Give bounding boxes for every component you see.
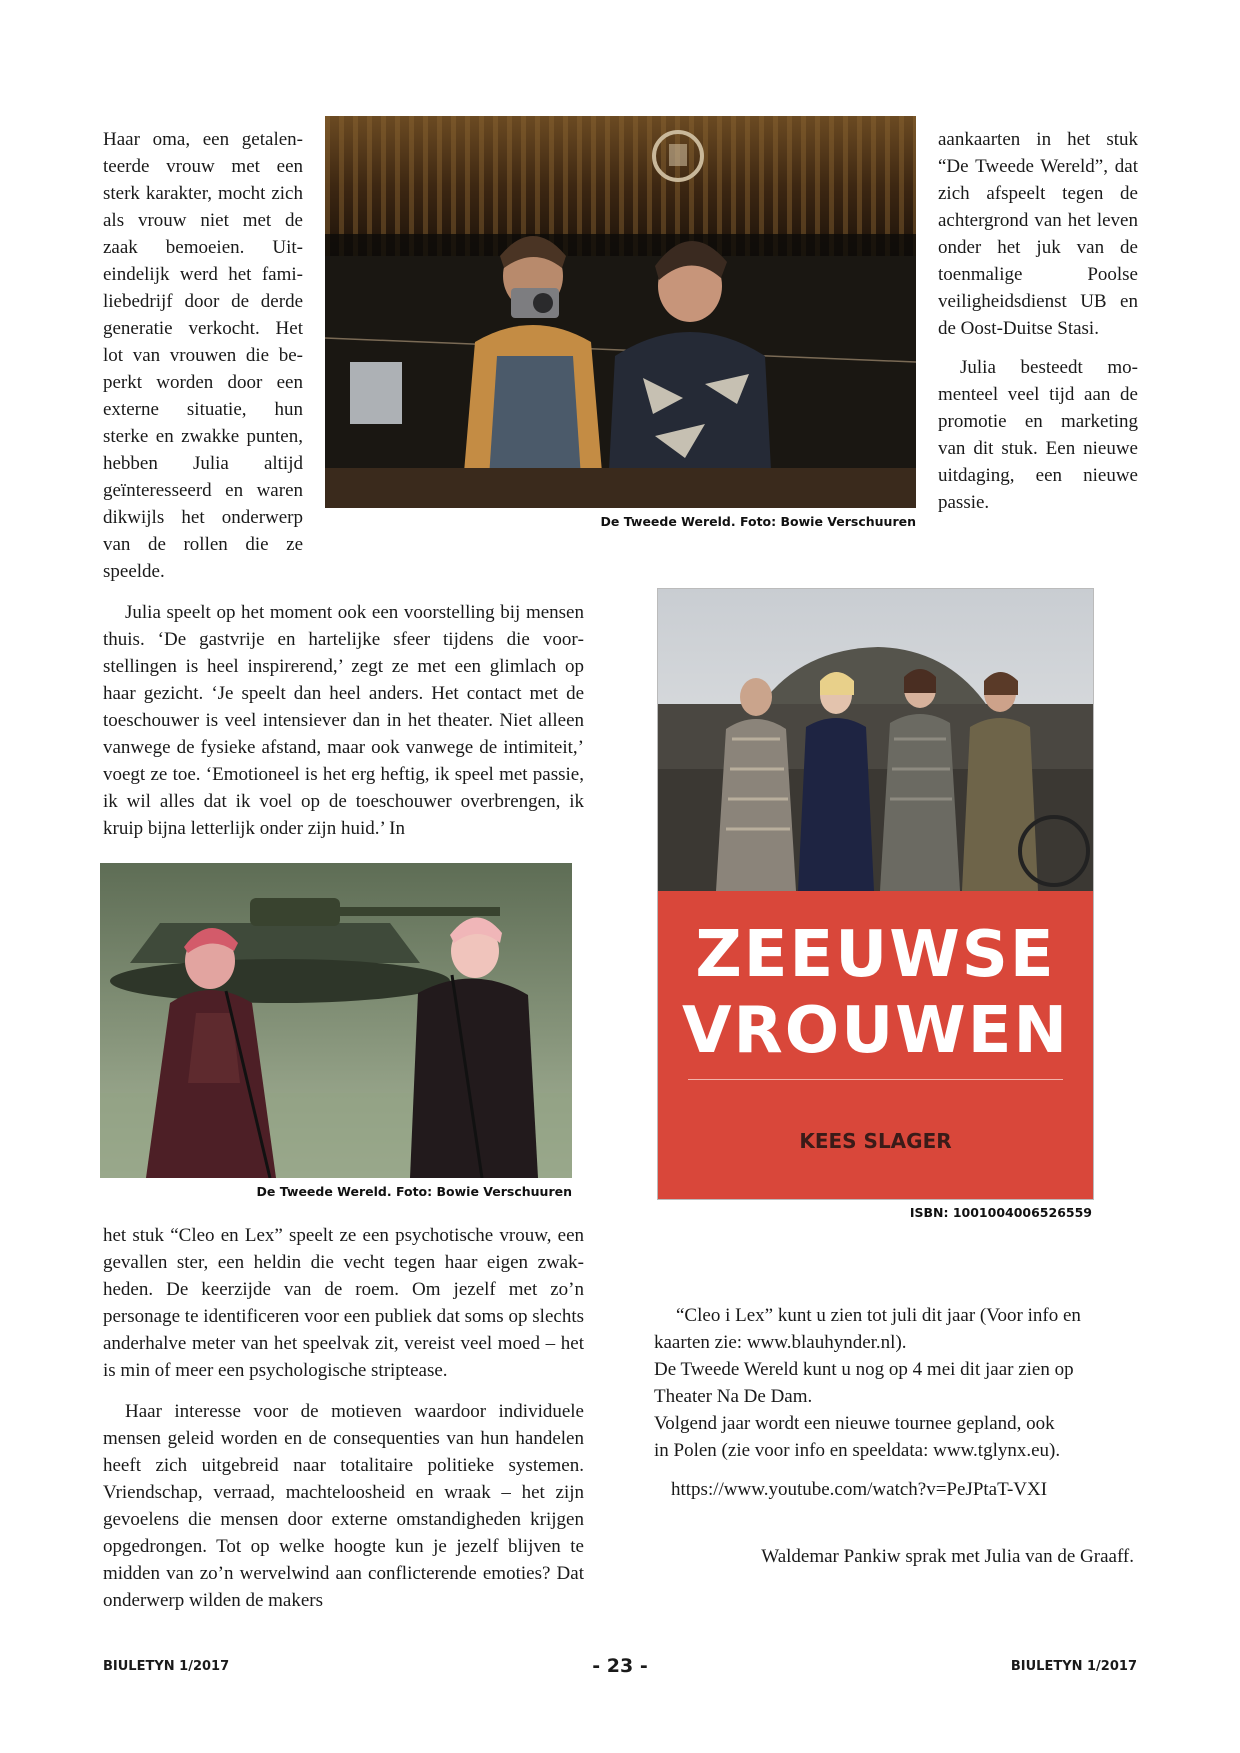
paragraph-julia-promotie: Julia besteedt momenteel veel tijd aan de promotie en marketing van dit stuk. Een nieuwe uitdaging, een nieuwe passie. [938,357,1138,513]
book-title-line-2: VROUWEN [681,994,1070,1068]
page-number: - 23 - [592,1655,648,1677]
info-line-5: Volgend jaar wordt een nieuwe tournee gepland, ook [654,1413,1055,1434]
book-author: KEES SLAGER [799,1129,952,1153]
info-line-1: “Cleo i Lex” kunt u zien tot juli dit jaar (Voor info en [676,1305,1081,1326]
info-line-6: in Polen (zie voor info en speeldata: www.tglynx.eu). [654,1440,1061,1461]
book-cover-photo [658,589,1093,891]
column-mid-left [103,599,584,842]
paragraph-interesse: Haar interesse voor de motieven waardoor individuele mensen geleid worden en de consequenties van hun handelen heeft zich uitgebreid naar totalitaire politieke systemen. Vriendschap, verraad, machteloosheid en wraak – het zijn gevoelens die mensen door externe omstandigheden krijgen opgedrongen. Tot op welke hoogte kun je jezelf blijven te midden van zo’n wervelwind aan conflicterende emoties? Dat onderwerp wilden de makers [103,1401,584,1611]
info-line-2: kaarten zie: www.blauhynder.nl). [654,1332,907,1353]
info-block [654,1302,1134,1503]
photo-de-tweede-wereld-singers [100,863,572,1178]
book-title-line-1: ZEEUWSE [695,918,1056,992]
youtube-link[interactable]: https://www.youtube.com/watch?v=PeJPtaT-VXI [671,1479,1048,1500]
photo-de-tweede-wereld-camera [325,116,916,508]
info-line-3: De Tweede Wereld kunt u nog op 4 mei dit jaar zien op [654,1359,1074,1380]
caption-isbn: ISBN: 1001004006526559 [909,1205,1092,1220]
author-credit: Waldemar Pankiw sprak met Julia van de Graaff. [761,1546,1134,1567]
book-cover-red-panel [658,891,1093,1199]
book-title-divider [688,1079,1063,1080]
column-top-right [938,126,1138,516]
footer-right: BIULETYN 1/2017 [1010,1659,1137,1674]
paragraph-voorstelling-thuis: Julia speelt op het moment ook een voorstelling bij mensen thuis. ‘De gastvrije en hartelijke sfeer tijdens die voorstellingen is heel inspirerend,’ zegt ze met een glimlach op haar gezicht. ‘Je speelt dan heel anders. Het contact met de toeschouwer is veel intensiever dan in het theater. Niet alleen vanwege de fysieke afstand, maar ook vanwege de intimiteit,’ voegt ze toe. ‘Emotioneel is het erg heftig, ik speel met passie, ik wil alles dat ik voel op de toeschouwer overbrengen, ik kruip bijna letterlijk onder zijn huid.’ In [103,602,584,839]
paragraph-cleo-en-lex: het stuk “Cleo en Lex” speelt ze een psychotische vrouw, een gevallen ster, een heldin die vecht tegen haar eigen zwak-heden. De keerzijde van de roem. Om jezelf met zo’n personage te identificeren voor een publiek dat soms op slechts anderhalve meter van het speelvak zit, vereist veel moed – het is min of meer een psychologische striptease. [103,1225,584,1381]
info-line-4: Theater Na De Dam. [654,1386,813,1407]
caption-photo-2: De Tweede Wereld. Foto: Bowie Verschuuren [256,1184,572,1199]
footer-left: BIULETYN 1/2017 [103,1659,230,1674]
paragraph-oma: Haar oma, een getalenteerde vrouw met een sterk karakter, mocht zich als vrouw niet met de zaak bemoeien. Uiteindelijk werd het familiebedrijf door de derde generatie verkocht. Het lot van vrouwen die beperkt worden door een externe situatie, hun sterke en zwakke punten, hebben Julia altijd geïnteresseerd en waren dikwijls het onderwerp van de rollen die ze speelde. [103,129,303,582]
column-bottom-left [103,1222,584,1614]
caption-photo-1: De Tweede Wereld. Foto: Bowie Verschuuren [600,514,916,529]
column-top-left [103,126,303,585]
book-cover [657,588,1094,1200]
paragraph-aankaarten: aankaarten in het stuk “De Tweede Wereld”, dat zich afspeelt tegen de achtergrond van het leven onder het juk van de toenmalige Poolse veiligheidsdienst UB en de Oost-Duitse Stasi. [938,129,1138,339]
